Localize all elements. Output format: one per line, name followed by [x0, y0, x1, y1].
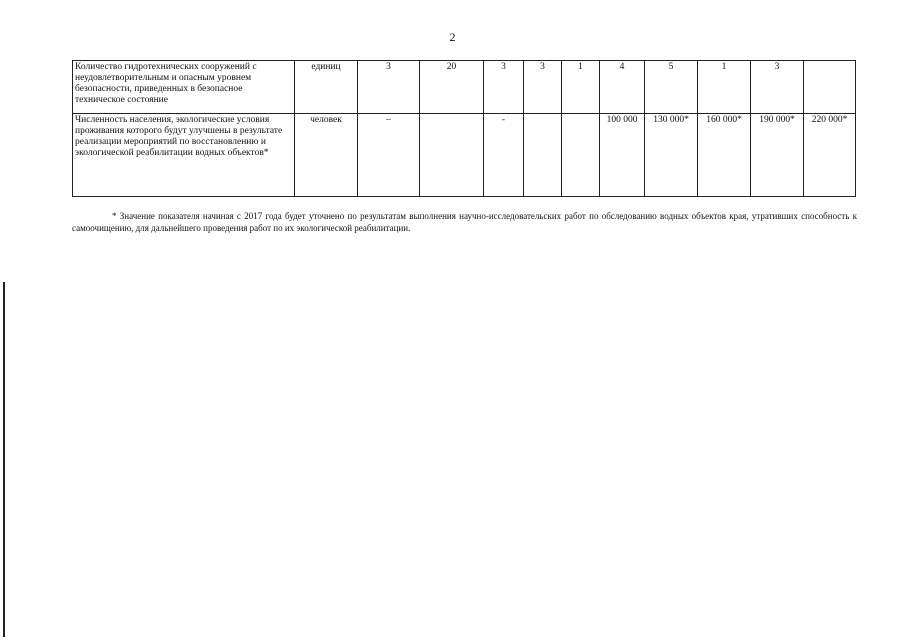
- value-cell: 190 000*: [751, 114, 804, 197]
- value-cell: 3: [524, 61, 562, 114]
- table-row: [73, 61, 856, 114]
- value-cell: [420, 114, 484, 197]
- value-cell: -: [484, 114, 524, 197]
- indicator-name: Количество гидротехнических сооружений с неудовлетворительным и опасным уровнем безопасности, приведенных в безопасное техническое состояние: [73, 61, 295, 114]
- value-cell: [562, 114, 600, 197]
- indicator-name: Численность населения, экологические условия проживания которого будут улучшены в результате реализации мероприятий по восстановлению и экологической реабилитации водных объектов*: [73, 114, 295, 197]
- indicators-table: [72, 60, 856, 197]
- value-cell: 20: [420, 61, 484, 114]
- value-cell: 1: [698, 61, 751, 114]
- page-number: 2: [449, 30, 456, 44]
- footnote: * Значение показателя начиная с 2017 года будет уточнено по результатам выполнения научно-исследовательских работ по обследованию водных объектов края, утративших способность к самоочищению, для дальнейшего проведения работ по их экологической реабилитации.: [72, 211, 857, 233]
- value-cell: 4: [600, 61, 645, 114]
- scan-margin-line: [3, 282, 5, 637]
- indicator-unit: единиц: [295, 61, 358, 114]
- value-cell: 3: [358, 61, 420, 114]
- value-cell: [524, 114, 562, 197]
- value-cell: 3: [484, 61, 524, 114]
- value-cell: 130 000*: [645, 114, 698, 197]
- value-cell: 1: [562, 61, 600, 114]
- indicator-unit: человек: [295, 114, 358, 197]
- value-cell: 100 000: [600, 114, 645, 197]
- value-cell: [804, 61, 856, 114]
- value-cell: –: [358, 114, 420, 197]
- value-cell: 5: [645, 61, 698, 114]
- value-cell: 220 000*: [804, 114, 856, 197]
- value-cell: 3: [751, 61, 804, 114]
- value-cell: 160 000*: [698, 114, 751, 197]
- table-row: [73, 114, 856, 197]
